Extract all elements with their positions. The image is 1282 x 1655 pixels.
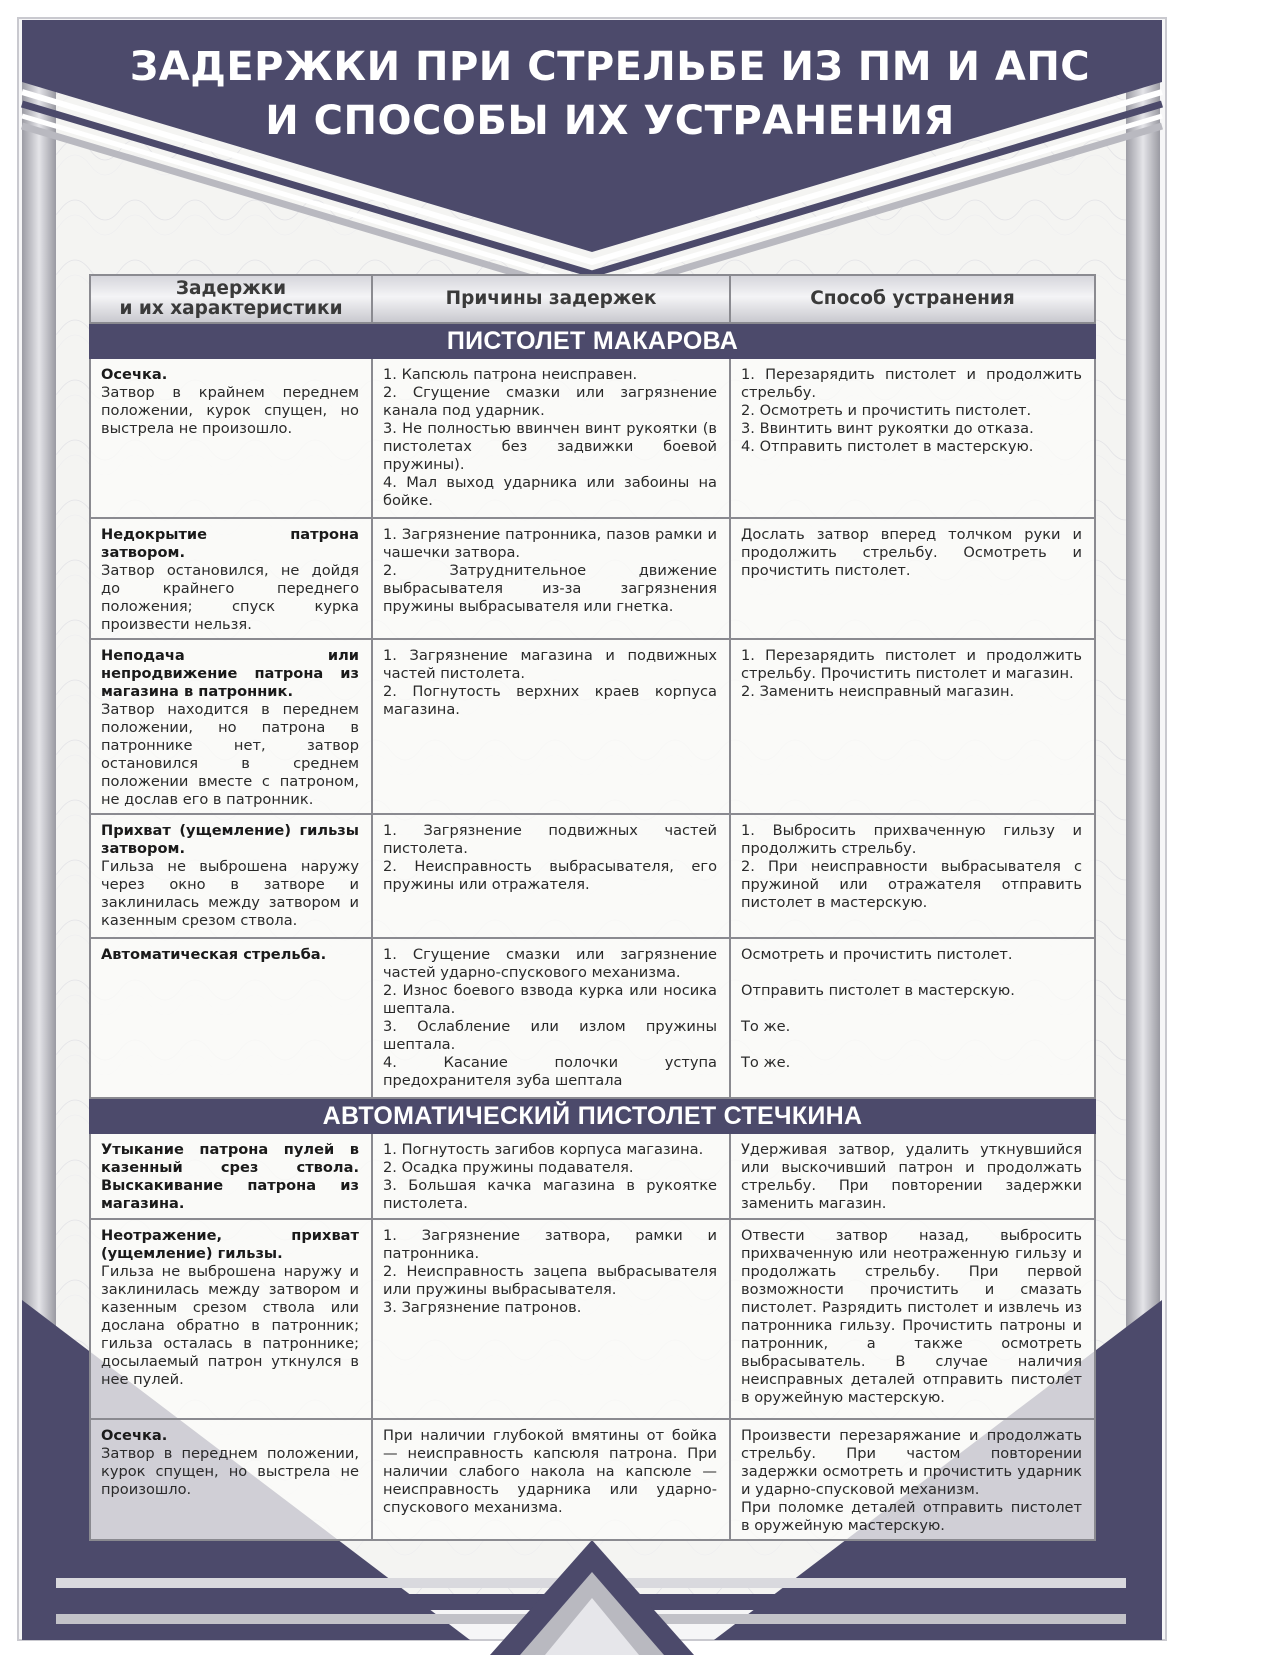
cause-item: 3. Не полностью ввинчен винт рукоятки (в пистолетах без задвижки боевой пружины).	[383, 420, 717, 473]
fix-item: 1. Перезарядить пистолет и продолжить стрельбу.	[741, 366, 1082, 401]
cause-item: 3. Большая качка магазина в рукоятке пистолета.	[383, 1177, 717, 1212]
header-delays-line1: Задержки	[175, 278, 287, 299]
fixes-cell	[730, 1419, 1095, 1540]
delay-desc: Гильза не выброшена наружу и заклинилась между затвором и казенным срезом ствола или дослана обратно в патронник; гильза осталась в патроннике; досылаемый патрон уткнулся в нее пулей.	[101, 1263, 359, 1388]
table-row	[90, 1133, 1095, 1219]
header-causes: Причины задержек	[372, 275, 730, 323]
fix-item: 2. При неисправности выбрасывателя с пружиной или отражателя отправить пистолет в мастерскую.	[741, 858, 1082, 911]
delay-name: Осечка.	[101, 1427, 168, 1444]
delay-name: Неотражение, прихват (ущемление) гильзы.	[101, 1227, 359, 1262]
fix-item: 1. Выбросить прихваченную гильзу и продолжить стрельбу.	[741, 822, 1082, 857]
delay-name: Недокрытие патрона затвором.	[101, 526, 359, 561]
cause-item: 2. Затруднительное движение выбрасывателя из-за загрязнения пружины выбрасывателя или гнетка.	[383, 562, 717, 615]
header-fixes: Способ устранения	[730, 275, 1095, 323]
causes-cell	[372, 814, 730, 938]
delay-desc: Затвор в переднем положении, курок спущен, но выстрела не произошло.	[101, 1445, 359, 1498]
table-row	[90, 639, 1095, 814]
section-title-pm: ПИСТОЛЕТ МАКАРОВА	[90, 323, 1095, 358]
table-row	[90, 358, 1095, 518]
fix-item: Осмотреть и прочистить пистолет.	[741, 946, 1013, 963]
fix-item: Произвести перезаряжание и продолжать стрельбу. При частом повторении задержки осмотреть и прочистить ударник и ударно-спусковой механизм.	[741, 1427, 1082, 1498]
delay-name: Прихват (ущемление) гильзы затвором.	[101, 822, 359, 857]
fixes-cell	[730, 1133, 1095, 1219]
cause-item: 1. Погнутость загибов корпуса магазина.	[383, 1141, 704, 1158]
delay-cell	[90, 358, 372, 518]
fix-item: 4. Отправить пистолет в мастерскую.	[741, 438, 1034, 455]
fixes-cell	[730, 358, 1095, 518]
delay-name: Автоматическая стрельба.	[101, 946, 327, 963]
cause-item: 2. Неисправность выбрасывателя, его пружины или отражателя.	[383, 858, 717, 893]
fixes-cell	[730, 518, 1095, 639]
fixes-cell	[730, 814, 1095, 938]
cause-item: 1. Загрязнение затвора, рамки и патронника.	[383, 1227, 717, 1262]
delay-desc: Затвор в крайнем переднем положении, курок спущен, но выстрела не произошло.	[101, 384, 359, 437]
fix-item: 2. Осмотреть и прочистить пистолет.	[741, 402, 1032, 419]
delay-cell	[90, 1219, 372, 1419]
fix-item: При поломке деталей отправить пистолет в оружейную мастерскую.	[741, 1499, 1082, 1534]
causes-cell	[372, 1219, 730, 1419]
title-line-1: ЗАДЕРЖКИ ПРИ СТРЕЛЬБЕ ИЗ ПМ И АПС	[129, 44, 1091, 90]
delay-cell	[90, 1419, 372, 1540]
delays-table	[89, 274, 1096, 1541]
fix-item: Дослать затвор вперед толчком руки и продолжить стрельбу. Осмотреть и прочистить пистолет.	[741, 526, 1082, 579]
fixes-cell	[730, 1219, 1095, 1419]
table-row	[90, 1219, 1095, 1419]
header-delays-line2: и их характеристики	[119, 298, 343, 319]
fixes-cell	[730, 938, 1095, 1098]
cause-item: 1. Загрязнение магазина и подвижных частей пистолета.	[383, 647, 717, 682]
fix-item: 2. Заменить неисправный магазин.	[741, 683, 1015, 700]
fix-item: 1. Перезарядить пистолет и продолжить стрельбу. Прочистить пистолет и магазин.	[741, 647, 1082, 682]
causes-cell	[372, 1419, 730, 1540]
table-row	[90, 938, 1095, 1098]
delay-cell	[90, 814, 372, 938]
causes-cell	[372, 1133, 730, 1219]
cause-item: 3. Загрязнение патронов.	[383, 1299, 582, 1316]
causes-cell	[372, 938, 730, 1098]
table-row	[90, 814, 1095, 938]
delay-name: Осечка.	[101, 366, 168, 383]
section-title-aps: АВТОМАТИЧЕСКИЙ ПИСТОЛЕТ СТЕЧКИНА	[90, 1098, 1095, 1133]
cause-item: 2. Осадка пружины подавателя.	[383, 1159, 634, 1176]
delay-cell	[90, 518, 372, 639]
fix-item: Отвести затвор назад, выбросить прихваченную или неотраженную гильзу и продолжать стрельбу. При первой возможности прочистить и смазать пистолет. Разрядить пистолет и извлечь из патронника гильзу. Прочистить патроны и патронник, а также осмотреть выбрасыватель. В случае наличия неисправных деталей отправить пистолет в оружейную мастерскую.	[741, 1227, 1082, 1406]
delay-desc: Затвор находится в переднем положении, но патрона в патроннике нет, затвор остановился в среднем положении вместе с патроном, не дослав его в патронник.	[101, 701, 359, 808]
cause-item: 3. Ослабление или излом пружины шептала.	[383, 1018, 717, 1053]
delay-cell	[90, 938, 372, 1098]
delay-cell	[90, 1133, 372, 1219]
cause-item: 2. Погнутость верхних краев корпуса магазина.	[383, 683, 717, 718]
causes-cell	[372, 358, 730, 518]
cause-item: 2. Износ боевого взвода курка или носика шептала.	[383, 982, 717, 1017]
table-row	[90, 518, 1095, 639]
delay-name: Утыкание патрона пулей в казенный срез ствола. Выскакивание патрона из магазина.	[101, 1141, 359, 1212]
cause-item: 1. Загрязнение подвижных частей пистолета.	[383, 822, 717, 857]
cause-item: При наличии глубокой вмятины от бойка — неисправность капсюля патрона. При наличии слабого накола на капсюле — неисправность ударника или ударно-спускового механизма.	[383, 1427, 717, 1516]
fix-item: 3. Ввинтить винт рукоятки до отказа.	[741, 420, 1034, 437]
causes-cell	[372, 639, 730, 814]
fix-item: То же.	[741, 1054, 791, 1071]
delay-desc: Затвор остановился, не дойдя до крайнего переднего положения; спуск курка произвести нельзя.	[101, 562, 359, 633]
cause-item: 1. Загрязнение патронника, пазов рамки и чашечки затвора.	[383, 526, 717, 561]
section-row	[90, 323, 1095, 358]
delay-cell	[90, 639, 372, 814]
delay-name: Неподача или непродвижение патрона из магазина в патронник.	[101, 647, 359, 700]
fixes-cell	[730, 639, 1095, 814]
causes-cell	[372, 518, 730, 639]
table-header-row	[90, 275, 1095, 323]
page-title	[120, 40, 1100, 148]
cause-item: 1. Капсюль патрона неисправен.	[383, 366, 638, 383]
delay-desc: Гильза не выброшена наружу через окно в затворе и заклинилась между затвором и казенным срезом ствола.	[101, 858, 359, 929]
header-delays	[90, 275, 372, 323]
fix-item: То же.	[741, 1018, 791, 1035]
cause-item: 4. Мал выход ударника или забоины на бойке.	[383, 474, 717, 509]
cause-item: 2. Неисправность зацепа выбрасывателя или пружины выбрасывателя.	[383, 1263, 717, 1298]
table-row	[90, 1419, 1095, 1540]
section-row	[90, 1098, 1095, 1133]
fix-item: Отправить пистолет в мастерскую.	[741, 982, 1015, 999]
cause-item: 4. Касание полочки уступа предохранителя зуба шептала	[383, 1054, 717, 1089]
cause-item: 1. Сгущение смазки или загрязнение частей ударно-спускового механизма.	[383, 946, 717, 981]
title-line-2: И СПОСОБЫ ИХ УСТРАНЕНИЯ	[265, 98, 955, 144]
cause-item: 2. Сгущение смазки или загрязнение канала под ударник.	[383, 384, 717, 419]
fix-item: Удерживая затвор, удалить уткнувшийся или выскочивший патрон и продолжать стрельбу. При повторении задержки заменить магазин.	[741, 1141, 1082, 1212]
